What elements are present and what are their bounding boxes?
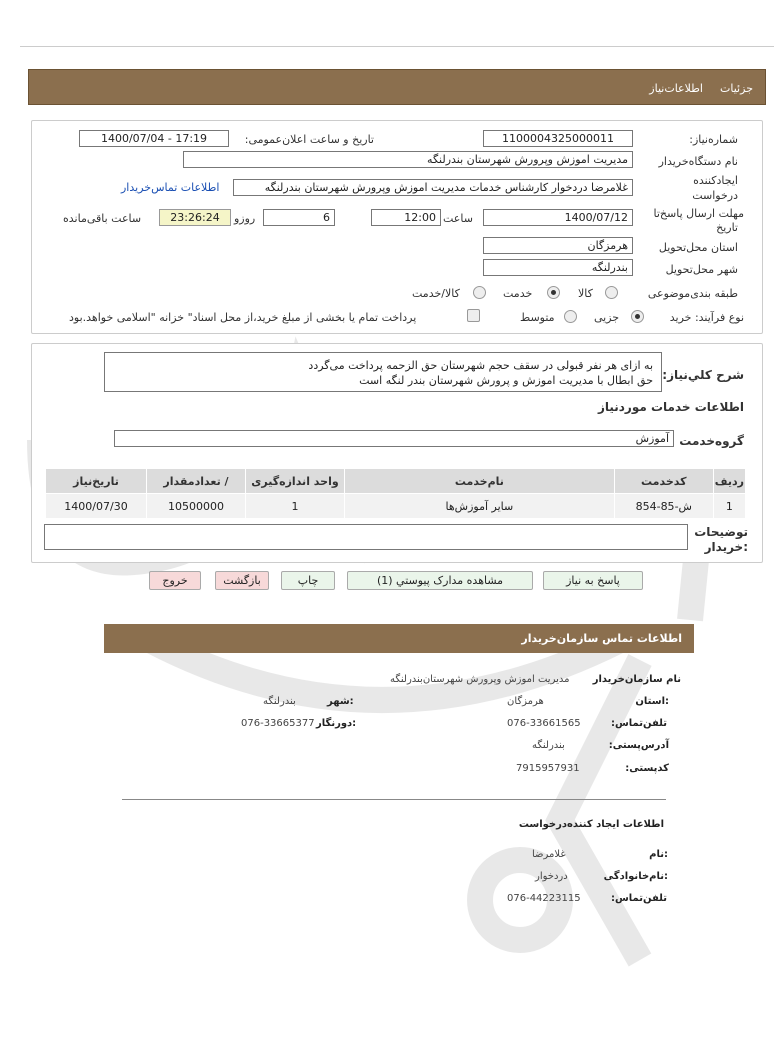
description-box xyxy=(104,352,662,392)
address-value: بندرلنگه xyxy=(532,740,565,751)
cell-unit: 1 xyxy=(246,494,345,519)
creator-name-value: غلامرضا xyxy=(532,849,566,860)
creator-info-title: اطلاعات ایجاد کننده‌درخواست xyxy=(518,819,664,830)
need-number-field: 1100004325000011 xyxy=(483,130,633,147)
table-header-row xyxy=(46,469,746,494)
respond-button[interactable]: پاسخ به نیاز xyxy=(543,571,643,590)
process-radio-minor[interactable] xyxy=(631,310,644,323)
phone-label: تلفن‌تماس: xyxy=(610,718,667,729)
category-goods-service-label: کالا/خدمت xyxy=(412,287,460,300)
buyer-notes-box xyxy=(44,524,688,550)
deadline-date-field: 1400/07/12 xyxy=(483,209,633,226)
org-value: مدیریت اموزش وپرورش شهرستان‌بندرلنگه xyxy=(390,674,570,685)
category-radio-service[interactable] xyxy=(547,286,560,299)
tab-details[interactable]: جزئیات xyxy=(720,82,753,95)
cell-row: 1 xyxy=(713,494,745,519)
province-contact-value: هرمزگان xyxy=(507,696,544,707)
need-number-label: شماره‌نیاز: xyxy=(689,133,738,146)
description-label: شرح كلي‌نياز: xyxy=(662,368,744,382)
back-button[interactable]: بازگشت xyxy=(215,571,269,590)
col-row: ردیف xyxy=(713,469,745,494)
treasury-payment-text: پرداخت تمام یا بخشی از مبلغ خرید،از محل اسناد" خزانه "اسلامی خواهد.بود xyxy=(69,311,417,324)
service-group-label: گروه‌خدمت xyxy=(679,434,744,448)
buyer-label: نام دستگاه‌خریدار xyxy=(658,155,738,168)
creator-family-value: دردخوار xyxy=(535,871,568,882)
creator-phone-value: 076-44223115 xyxy=(507,893,581,904)
category-service-label: خدمت xyxy=(503,287,533,300)
tab-need-info[interactable]: اطلاعات‌نیاز xyxy=(649,82,703,95)
col-unit: واحد اندازه‌گیری xyxy=(246,469,345,494)
process-minor-label: جزیی xyxy=(594,311,620,324)
category-goods-label: کالا xyxy=(578,287,593,300)
creator-label-2: درخواست xyxy=(692,189,738,202)
category-radio-goods-service[interactable] xyxy=(473,286,486,299)
phone-value: 076-33661565 xyxy=(507,718,581,729)
services-title: اطلاعات خدمات موردنیاز xyxy=(597,400,744,414)
details-header-bar xyxy=(28,69,766,105)
services-table xyxy=(45,468,746,519)
creator-name-label: :نام xyxy=(649,849,668,860)
description-line-1: به ازای هر نفر قبولی در سقف حجم شهرستان حق الزحمه پرداخت می‌گردد xyxy=(308,359,653,372)
announce-field: 1400/07/04 - 17:19 xyxy=(79,130,229,147)
fax-label: :دورنگار xyxy=(316,718,357,729)
deadline-label-1: مهلت ارسال پاسخ‌تا xyxy=(653,207,744,220)
treasury-payment-checkbox[interactable] xyxy=(467,309,480,322)
remaining-label: ساعت باقی‌مانده xyxy=(63,212,142,225)
address-label: آدرس‌پستی: xyxy=(608,740,669,751)
col-quantity: / تعدادمقدار xyxy=(147,469,246,494)
col-service-code: کدخدمت xyxy=(614,469,713,494)
postal-value: 7915957931 xyxy=(516,763,580,774)
postal-label: کدپستی: xyxy=(625,763,669,774)
org-label: نام سازمان‌خریدار xyxy=(592,674,681,685)
service-group-field: آموزش xyxy=(114,430,674,447)
exit-button[interactable]: خروج xyxy=(149,571,201,590)
buyer-notes-label-2: :خریدار xyxy=(704,540,748,554)
announce-label: تاریخ و ساعت اعلان‌عمومی: xyxy=(244,133,374,146)
process-label: نوع فرآیند: خرید xyxy=(669,311,744,324)
contact-header-bar xyxy=(104,624,694,653)
buyer-field: مدیریت اموزش وپرورش شهرستان بندرلنگه xyxy=(183,151,633,168)
process-medium-label: متوسط xyxy=(520,311,555,324)
days-label: روزو xyxy=(234,212,256,225)
city-contact-label: :شهر xyxy=(327,696,354,707)
remaining-time: 23:26:24 xyxy=(159,209,231,226)
buyer-contact-link[interactable]: اطلاعات تماس‌خریدار xyxy=(121,181,220,194)
process-radio-medium[interactable] xyxy=(564,310,577,323)
creator-family-label: :نام‌خانوادگی xyxy=(603,871,668,882)
contact-divider xyxy=(122,799,666,800)
deadline-time-field: 12:00 xyxy=(371,209,441,226)
province-contact-label: :استان xyxy=(635,696,669,707)
deadline-label-2: تاریخ xyxy=(716,221,738,234)
city-contact-value: بندرلنگه xyxy=(263,696,296,707)
category-radio-goods[interactable] xyxy=(605,286,618,299)
fax-value: 076-33665377 xyxy=(241,718,315,729)
cell-service-code: ش-85-854 xyxy=(614,494,713,519)
contact-header-title: اطلاعات تماس سازمان‌خریدار xyxy=(521,632,682,645)
col-need-date: تاریخ‌نیاز xyxy=(46,469,147,494)
creator-field: غلامرضا دردخوار کارشناس خدمات مدیریت اموزش وپرورش شهرستان بندرلنگه xyxy=(233,179,633,196)
days-field: 6 xyxy=(263,209,335,226)
buyer-notes-label-1: توضیحات xyxy=(694,525,748,539)
print-button[interactable]: چاپ xyxy=(281,571,335,590)
attachments-button[interactable]: مشاهده مدارک پیوستي (1) xyxy=(347,571,533,590)
cell-service-name: سایر آموزش‌ها xyxy=(345,494,615,519)
hour-label: ساعت xyxy=(443,212,473,225)
col-service-name: نام‌خدمت xyxy=(345,469,615,494)
city-field: بندرلنگه xyxy=(483,259,633,276)
province-field: هرمزگان xyxy=(483,237,633,254)
category-label: طبقه بندی‌موضوعی xyxy=(647,287,738,300)
province-label: استان محل‌تحویل xyxy=(658,241,738,254)
creator-label-1: ایجادکننده xyxy=(693,174,738,187)
city-label: شهر محل‌تحویل xyxy=(665,263,738,276)
table-row[interactable] xyxy=(46,494,746,519)
cell-need-date: 1400/07/30 xyxy=(46,494,147,519)
creator-phone-label: تلفن‌تماس: xyxy=(610,893,667,904)
description-line-2: حق ابطال با مدیریت اموزش و پرورش شهرستان بندر لنگه است xyxy=(359,374,653,387)
cell-quantity: 10500000 xyxy=(147,494,246,519)
